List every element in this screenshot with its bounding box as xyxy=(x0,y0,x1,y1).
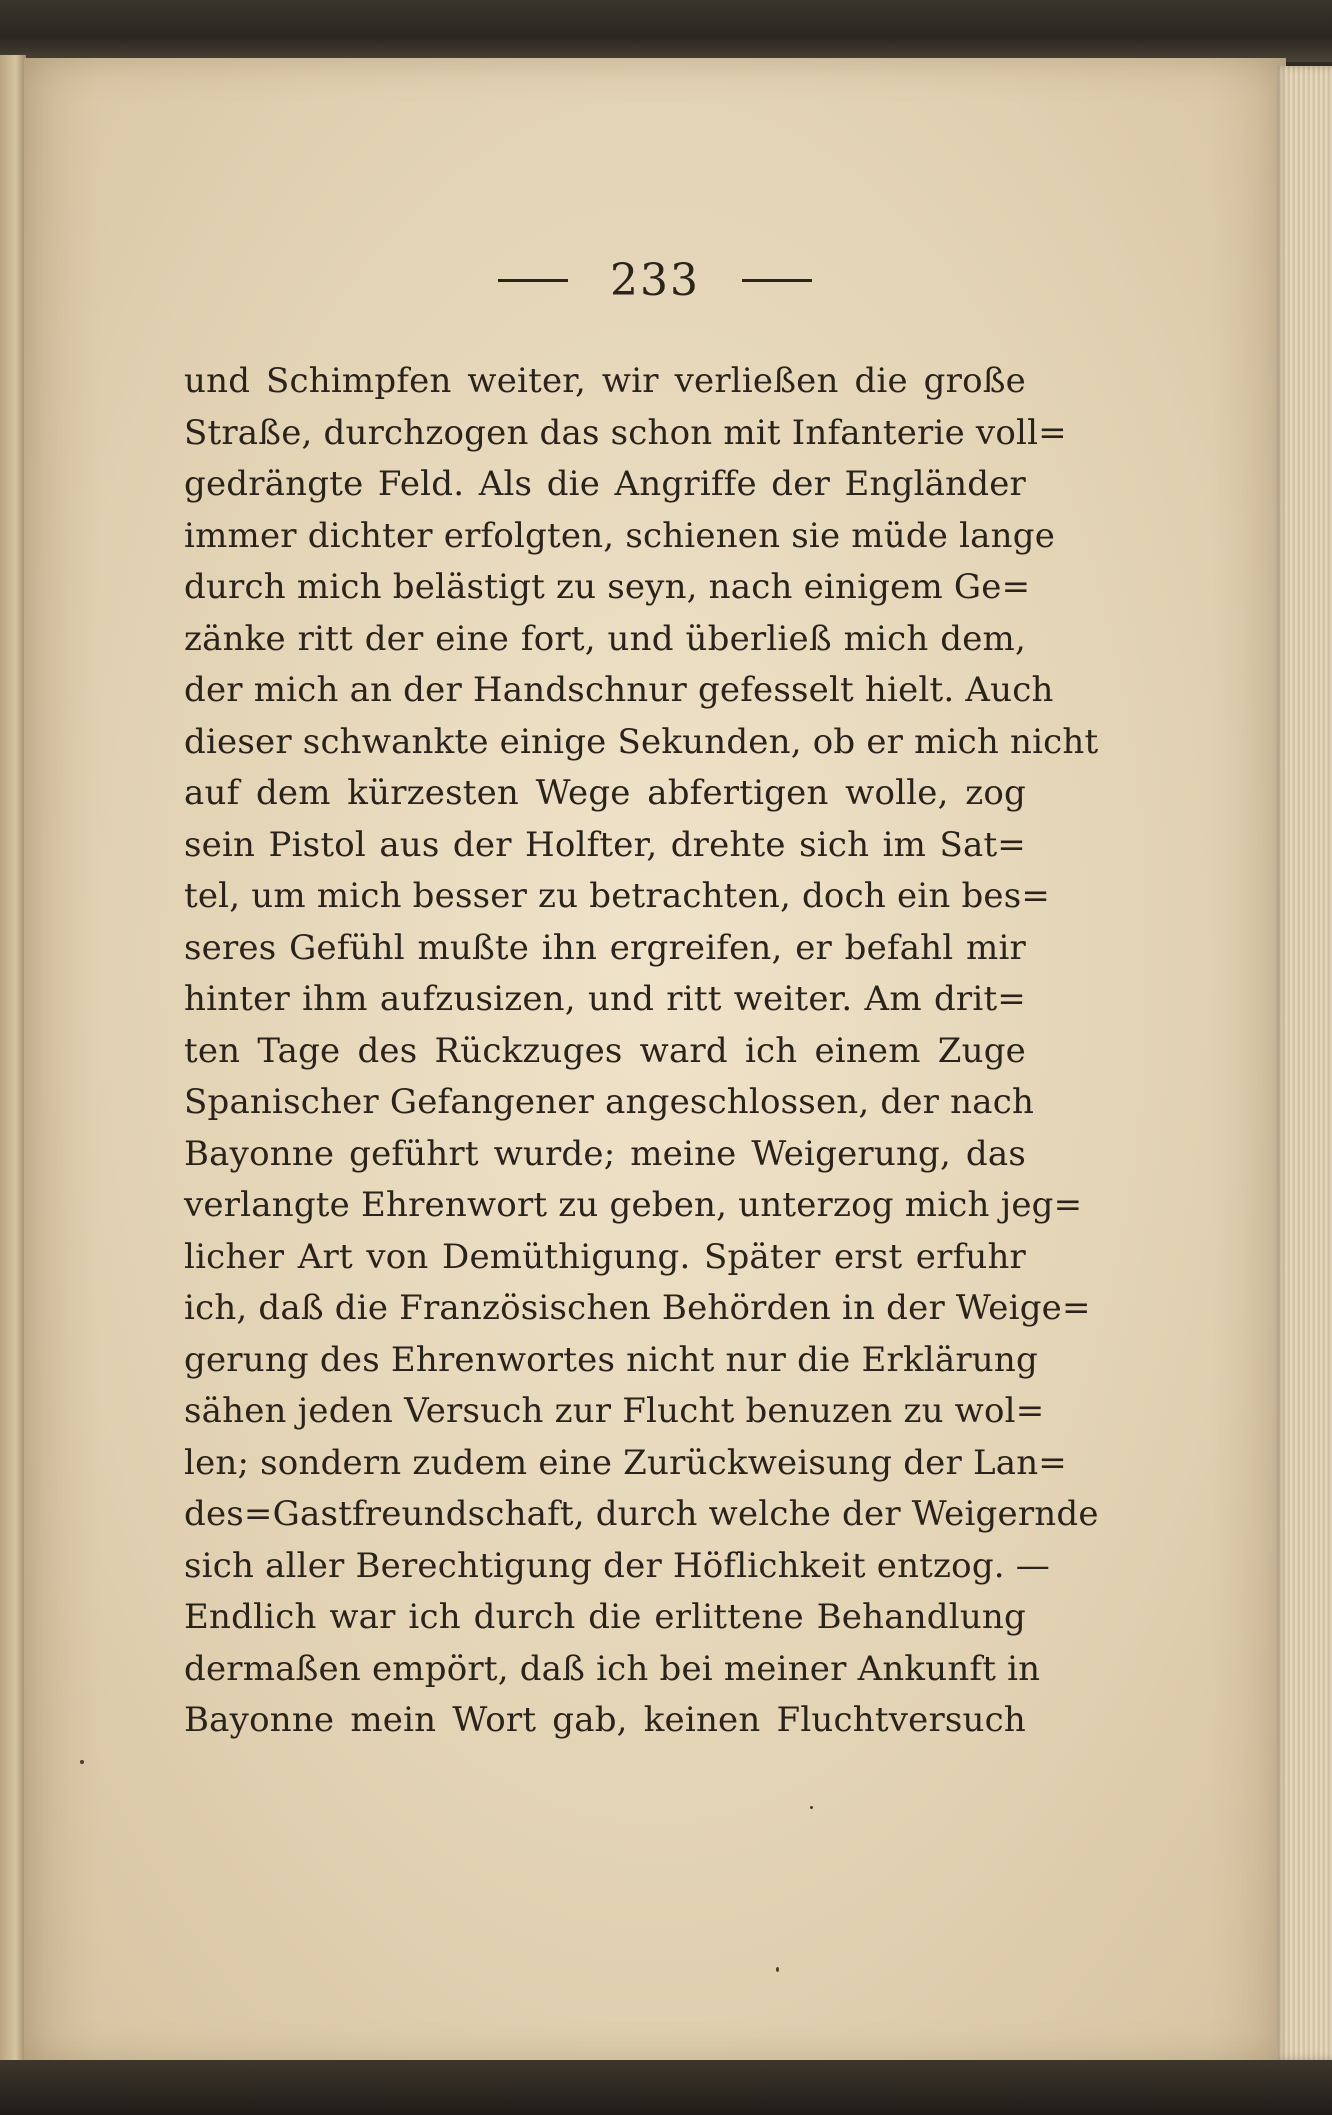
facing-page-edge xyxy=(0,55,26,2065)
text-line: des=Gastfreundschaft, durch welche der Weigernde xyxy=(184,1494,1099,1534)
book-cover-top-edge xyxy=(0,0,1332,62)
text-line: gedrängte Feld. Als die Angriffe der Engländer xyxy=(184,464,1026,504)
text-line: ich, daß die Französischen Behörden in der Weige= xyxy=(184,1288,1091,1328)
text-line: ten Tage des Rückzuges ward ich einem Zuge xyxy=(184,1030,1026,1071)
text-line: Straße, durchzogen das schon mit Infanterie voll= xyxy=(184,412,1067,453)
text-line: len; sondern zudem eine Zurückweisung der Lan= xyxy=(184,1442,1067,1483)
text-line: Bayonne geführt wurde; meine Weigerung, das xyxy=(184,1133,1026,1174)
text-line: seres Gefühl mußte ihn ergreifen, er befahl mir xyxy=(184,927,1026,968)
page-number: 233 xyxy=(610,254,700,306)
text-line: sein Pistol aus der Holfter, drehte sich im Sat= xyxy=(184,824,1026,865)
text-line: sich aller Berechtigung der Höflichkeit entzog. — xyxy=(184,1545,1051,1586)
text-line: gerung des Ehrenwortes nicht nur die Erklärung xyxy=(184,1339,1038,1380)
paper-speck xyxy=(810,1806,813,1809)
text-line: verlangte Ehrenwort zu geben, unterzog mich jeg= xyxy=(184,1185,1083,1225)
book-cover-bottom-edge xyxy=(0,2060,1332,2115)
header-dash-right xyxy=(742,279,812,282)
page-body-text xyxy=(184,356,1099,1747)
text-line: licher Art von Demüthigung. Später erst erfuhr xyxy=(184,1236,1026,1277)
text-line: und Schimpfen weiter, wir verließen die große xyxy=(184,361,1026,401)
text-line: Bayonne mein Wort gab, keinen Fluchtversuch xyxy=(184,1700,1026,1740)
paper-speck xyxy=(80,1760,84,1764)
text-line: tel, um mich besser zu betrachten, doch ein bes= xyxy=(184,876,1051,916)
text-line: sähen jeden Versuch zur Flucht benuzen zu wol= xyxy=(184,1391,1045,1431)
page-header xyxy=(24,250,1286,310)
text-line: zänke ritt der eine fort, und überließ mich dem, xyxy=(184,618,1026,659)
page-stack-edges xyxy=(1276,66,1332,2060)
text-line: Spanischer Gefangener angeschlossen, der nach xyxy=(184,1082,1035,1122)
text-line: immer dichter erfolgten, schienen sie müde lange xyxy=(184,515,1056,556)
text-line: hinter ihm aufzusizen, und ritt weiter. Am drit= xyxy=(184,979,1026,1019)
text-line: auf dem kürzesten Wege abfertigen wolle, zog xyxy=(184,773,1026,813)
text-line: dermaßen empört, daß ich bei meiner Ankunft in xyxy=(184,1648,1041,1689)
text-line: der mich an der Handschnur gefesselt hielt. Auch xyxy=(184,670,1054,710)
text-line: dieser schwankte einige Sekunden, ob er mich nicht xyxy=(184,721,1099,762)
text-line: Endlich war ich durch die erlittene Behandlung xyxy=(184,1597,1026,1637)
header-dash-left xyxy=(498,279,568,282)
text-line: durch mich belästigt zu seyn, nach einigem Ge= xyxy=(184,567,1031,607)
paper-speck xyxy=(776,1967,779,1972)
